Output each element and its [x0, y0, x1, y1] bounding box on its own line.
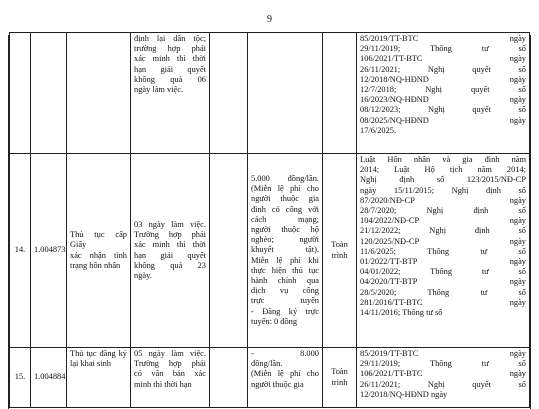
procedure-code: 1.004873	[31, 154, 67, 348]
cell-line: xác nhận tình	[70, 250, 127, 260]
cell-line: đồng/lần.	[251, 359, 283, 369]
procedure-code	[31, 33, 67, 154]
cell-line: cách mạng;	[251, 214, 319, 224]
cell-line: khuyết tật).	[251, 245, 319, 255]
table-row	[10, 348, 530, 408]
implementation-place	[210, 348, 248, 408]
cell-line: có văn bản xác	[134, 369, 206, 379]
row-number	[10, 33, 31, 154]
cell-line: trình	[331, 377, 348, 387]
implementation-place	[210, 154, 248, 348]
cell-line: 03 ngày làm việc.	[134, 219, 206, 229]
cell-line: 05 ngày làm việc.	[134, 349, 206, 358]
cell-line: ngày.	[134, 270, 152, 280]
cell-line: 29/11/2019; Thông tư số	[360, 44, 526, 54]
row-number: 14.	[10, 154, 31, 348]
cell-line: 281/2016/TT-BTC ngày	[360, 297, 526, 307]
cell-line: Nghị định số 123/2015/NĐ-CP	[360, 175, 526, 185]
fee	[248, 154, 323, 348]
cell-line: 28/7/2020; Nghị định số	[360, 206, 526, 216]
page-number: 9	[267, 14, 272, 25]
legal-basis	[357, 154, 530, 348]
cell-line: 28/5/2020; Thông tư số	[360, 287, 526, 297]
cell-line: Trường hợp phải	[134, 359, 206, 369]
cell-line: hành chính qua	[251, 276, 319, 285]
cell-line: xác minh thì thời	[134, 54, 206, 64]
cell-line: - 8.000	[251, 349, 319, 358]
cell-line: Toàn	[331, 240, 348, 250]
cell-line: 106/2021/TT-BTC ngày	[360, 54, 526, 64]
fee	[248, 348, 323, 408]
cell-line: lại khai sinh	[70, 359, 111, 369]
processing-time	[131, 154, 210, 348]
processing-time	[131, 348, 210, 408]
cell-line: 12/7/2018; Nghị quyết số	[360, 85, 526, 95]
cell-line: - Đăng ký trực	[251, 306, 319, 316]
cell-line: 21/12/2022; Nghị định số	[360, 226, 526, 236]
procedure-table	[9, 32, 530, 408]
cell-line: 12/2018/NQ-HĐND ngày	[360, 389, 448, 399]
cell-line: (Miễn lệ phí cho	[251, 184, 319, 194]
cell-line: 12/2018/NQ-HĐND ngày	[360, 74, 526, 84]
cell-line: hạn giải quyết	[134, 64, 206, 74]
cell-line: 14/11/2016; Thông tư số	[360, 308, 443, 318]
cell-line: ngày làm việc.	[134, 85, 184, 95]
cell-line: 29/11/2019; Thông tư số	[360, 359, 526, 369]
cell-line: nghèo; người	[251, 235, 319, 245]
procedure-name	[67, 154, 131, 348]
implementation-place	[210, 33, 248, 154]
cell-line: không quá 06	[134, 74, 206, 84]
cell-line: dịch vụ công	[251, 286, 319, 296]
cell-line: người thuộc gia	[251, 379, 304, 389]
cell-line: xác minh thì thời	[134, 240, 206, 250]
table-row	[10, 33, 530, 154]
cell-line: 120/2025/NĐ-CP ngày	[360, 236, 526, 246]
cell-line: trường hợp phải	[134, 44, 206, 54]
cell-line: 08/12/2023; Nghị quyết số	[360, 105, 526, 115]
cell-line: Thủ tục cấp Giấy	[70, 230, 127, 250]
cell-line: 26/11/2021; Nghị quyết số	[360, 379, 526, 389]
cell-line: Luật Hôn nhân và gia đình năm	[360, 155, 526, 164]
cell-line: Trường hợp phải	[134, 230, 206, 240]
service-level	[323, 348, 357, 408]
cell-line: 106/2021/TT-BTC ngày	[360, 369, 526, 379]
cell-line: định lại dân tộc;	[134, 34, 206, 43]
cell-line: 5.000 đồng/lần.	[251, 173, 319, 183]
row-number: 15.	[10, 348, 31, 408]
procedure-name	[67, 33, 131, 154]
service-level	[323, 154, 357, 348]
legal-basis	[357, 33, 530, 154]
cell-line: hạn giải quyết	[134, 250, 206, 260]
procedure-table-frame	[8, 35, 531, 409]
legal-basis	[357, 348, 530, 408]
cell-line: người thuộc hộ	[251, 224, 319, 234]
cell-line: đình có công với	[251, 204, 319, 214]
table-row	[10, 154, 530, 348]
cell-line: 11/6/2025; Thông tư số	[360, 246, 526, 256]
cell-line: thực hiện thủ tục	[251, 265, 319, 275]
cell-line: 26/11/2021; Nghị quyết số	[360, 64, 526, 74]
service-level	[323, 33, 357, 154]
cell-line: Miễn lệ phí khi	[251, 255, 319, 265]
cell-line: 08/2025/NQ-HĐND ngày	[360, 115, 526, 125]
cell-line: Thủ tục đăng ký	[70, 349, 127, 358]
processing-time	[131, 33, 210, 154]
cell-line: 04/2020/TT-BTP ngày	[360, 277, 526, 287]
cell-line: 16/2023/NQ-HĐND ngày	[360, 95, 526, 105]
cell-line: 04/01/2022; Thông tư số	[360, 267, 526, 277]
cell-line: 85/2019/TT-BTC ngày	[360, 349, 526, 358]
cell-line: không quá 23	[134, 260, 206, 270]
cell-line: trực tuyến	[251, 296, 319, 306]
cell-line: 2014; Luật Hộ tịch năm 2014;	[360, 165, 526, 175]
cell-line: người thuộc gia	[251, 194, 319, 204]
cell-line: (Miễn lệ phí cho	[251, 369, 319, 379]
cell-line: trình	[331, 250, 348, 260]
cell-line: trạng hôn nhân	[70, 260, 121, 270]
cell-line: Toàn	[331, 367, 348, 377]
cell-line: tuyến: 0 đồng	[251, 316, 298, 326]
cell-line: 87/2020/NĐ-CP ngày	[360, 195, 526, 205]
cell-line: 17/6/2025.	[360, 125, 397, 135]
cell-line: 104/2022/NĐ-CP ngày	[360, 216, 526, 226]
fee	[248, 33, 323, 154]
procedure-code: 1.004884	[31, 348, 67, 408]
cell-line: 01/2022/TT-BTP ngày	[360, 257, 526, 267]
procedure-name	[67, 348, 131, 408]
cell-line: ngày 15/11/2015; Nghị định số	[360, 185, 526, 195]
cell-line: 85/2019/TT-BTC ngày	[360, 34, 526, 43]
cell-line: minh thì thời hạn	[134, 379, 192, 389]
